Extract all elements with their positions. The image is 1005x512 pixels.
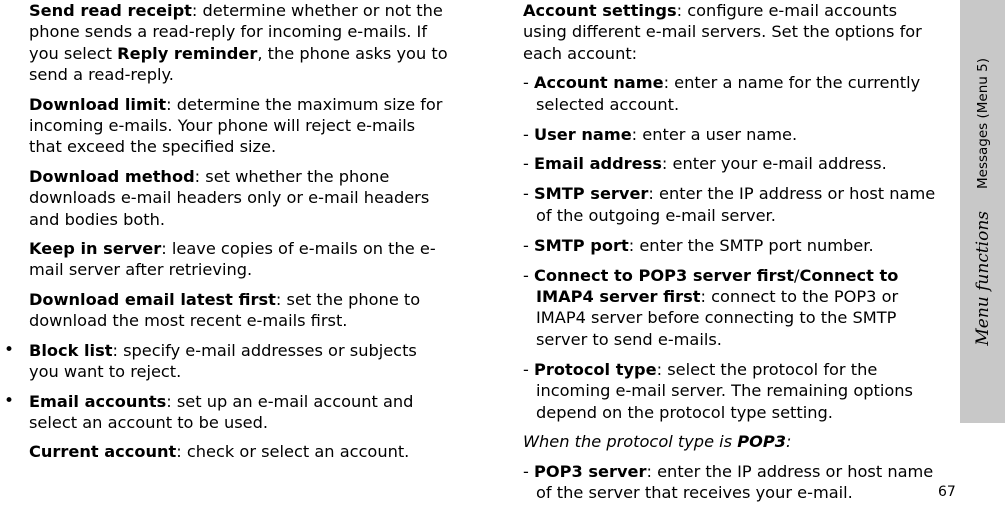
term: Account name [534,73,664,93]
desc: : leave copies of e-mails on the e-mail server after retrieving. [29,239,436,280]
desc: : set the phone to download the most recent e-mails first. [29,289,421,331]
item-pop3-server: - POP3 server: enter the IP address or host name of the server that receives your e-mail. [523,461,934,503]
item-connect-first: - Connect to POP3 server first/Connect to IMAP4 server first: connect to the POP3 or IMAP4 server before connecting to the SMTP server to send e-mails. [523,265,899,349]
left-column [29,0,449,471]
item-email-address: - Email address: enter your e-mail address. [523,154,887,174]
when-term: POP3 [737,432,787,452]
desc: : enter a name for the currently selected account. [536,73,921,114]
desc: : determine the maximum size for incoming e-mails. Your phone will reject e-mails that exceed the specified size. [29,94,443,157]
desc: : enter a user name. [631,124,798,144]
term: Protocol type [534,359,657,379]
term: Download limit [29,94,167,114]
term: Download email latest first [29,289,276,309]
term: SMTP server [534,184,649,204]
term: Reply reminder [117,43,258,63]
para-download-limit [29,94,449,158]
term: POP3 server [534,461,647,481]
desc: : set whether the phone downloads e-mail headers only or e-mail headers and bodies both. [29,166,430,229]
when-suffix: : [786,432,792,452]
desc: : determine whether or not the phone sends a read-reply for incoming e-mails. If you select [29,1,443,63]
desc: : enter the IP address or host name of the server that receives your e-mail. [536,461,934,503]
term: Send read receipt [29,1,192,20]
page-number: 67 [938,484,956,500]
para-send-read-receipt [29,0,449,86]
desc: : enter the SMTP port number. [628,235,874,255]
menu-title: Messages (Menu 5) [974,58,991,189]
para-current-account [29,441,449,462]
item-protocol-type: - Protocol type: select the protocol for the incoming e-mail server. The remaining options depend on the protocol type setting. [523,359,913,422]
desc: : enter your e-mail address. [661,154,887,174]
term: Connect to IMAP4 server first [536,265,899,306]
desc: : set up an e-mail account and select an account to be used. [29,391,414,432]
bullet-block-list [29,340,449,383]
term: User name [534,124,632,144]
para-download-latest [29,289,449,332]
desc: , the phone asks you to send a read-reply. [29,43,448,85]
desc: : connect to the POP3 or IMAP4 server before connecting to the SMTP server to send e-mails. [536,286,899,349]
desc: : specify e-mail addresses or subjects you want to reject. [29,340,417,382]
desc: : check or select an account. [176,442,410,462]
para-keep-in-server [29,238,449,281]
para-download-method [29,166,449,230]
when-prefix: When the protocol type is [523,432,738,452]
term: Email accounts [29,391,167,411]
right-column [523,0,943,512]
item-smtp-port: - SMTP port: enter the SMTP port number. [523,235,874,255]
term: Block list [29,340,113,360]
term: Connect to POP3 server first [534,265,794,285]
desc: : configure e-mail accounts using different e-mail servers. Set the options for each account: [523,1,922,63]
term: SMTP port [534,235,629,255]
bullet-email-accounts [29,391,449,434]
term: Keep in server [29,239,162,259]
side-tab [960,0,1005,423]
term: Email address [534,154,662,174]
side-tab-text [960,0,1005,423]
section-title: Menu functions [972,210,993,346]
item-user-name: - User name: enter a user name. [523,124,798,144]
item-account-name: - Account name: enter a name for the currently selected account. [523,73,921,114]
desc: : select the protocol for the incoming e-mail server. The remaining options depend on the protocol type setting. [536,359,913,422]
term: Current account [29,442,177,462]
term: Download method [29,166,195,186]
when-protocol-line [523,431,943,452]
term: Account settings [523,1,677,20]
desc: : enter the IP address or host name of the outgoing e-mail server. [536,184,936,225]
item-smtp-server: - SMTP server: enter the IP address or host name of the outgoing e-mail server. [523,184,936,225]
para-account-settings [523,0,943,64]
separator: / [793,265,800,285]
